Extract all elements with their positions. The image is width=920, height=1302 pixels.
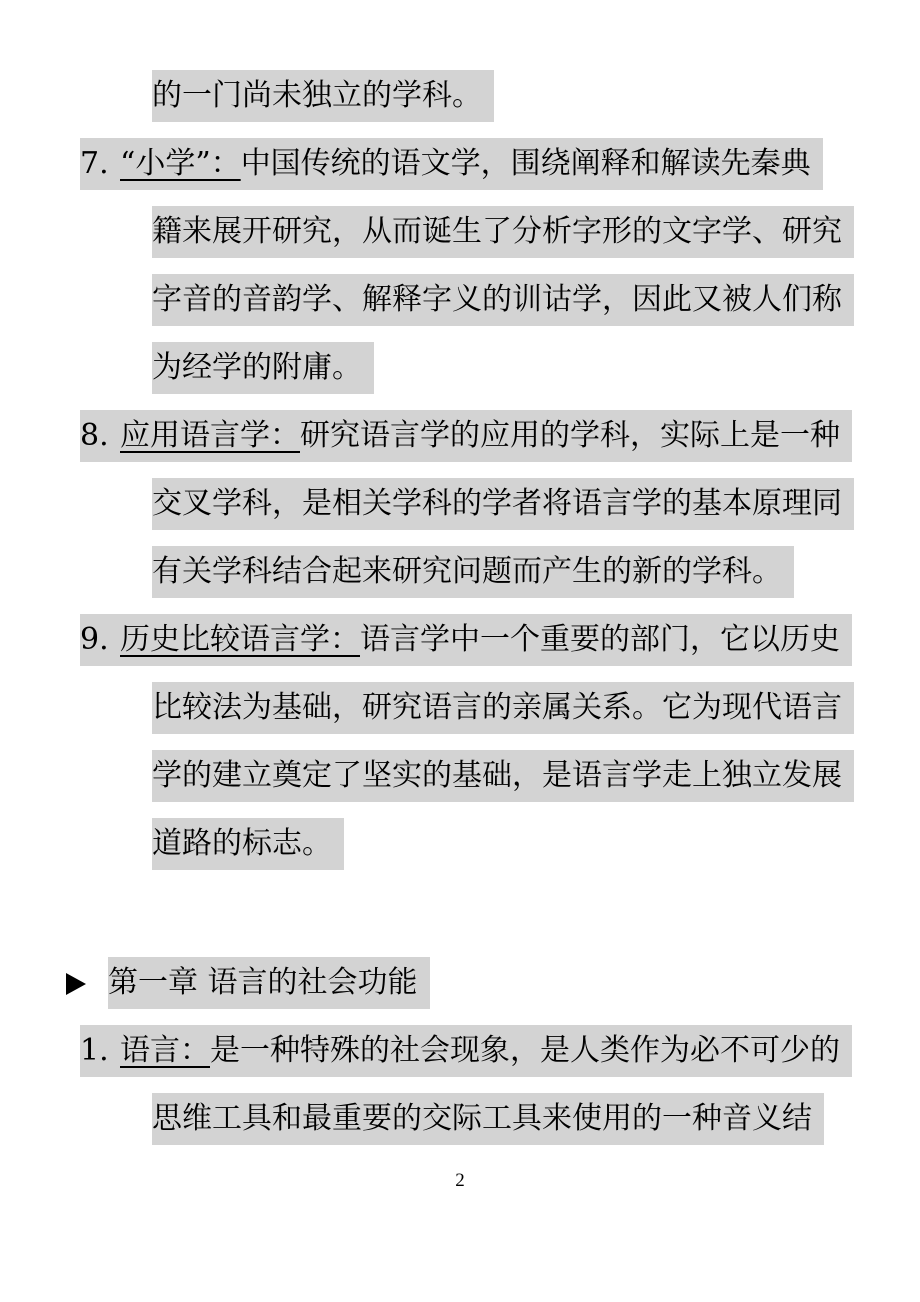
arrow-bullet-icon (66, 973, 86, 995)
item-number: 8. (80, 418, 109, 453)
definition-text: 为经学的附庸。 (152, 342, 374, 394)
definition-text: 思维工具和最重要的交际工具来使用的一种音义结 (152, 1093, 824, 1145)
definition-text: 交叉学科，是相关学科的学者将语言学的基本原理同 (152, 478, 854, 530)
chapter-heading (58, 957, 430, 1009)
definition-item-9 (80, 614, 852, 666)
defined-term: 应用语言学： (120, 418, 300, 453)
definition-text: 中国传统的语文学，围绕阐释和解读先秦典 (240, 146, 811, 181)
chapter-title: 第一章 语言的社会功能 (108, 957, 430, 1009)
definition-text: 研究语言学的应用的学科，实际上是一种 (300, 418, 840, 453)
continuation-line (152, 70, 494, 122)
item-number: 1. (80, 1033, 109, 1068)
definition-line (152, 546, 794, 598)
defined-term: 语言： (120, 1033, 210, 1068)
definition-text: 籍来展开研究，从而诞生了分析字形的文字学、研究 (152, 206, 854, 258)
definition-line (152, 818, 344, 870)
definition-line (152, 478, 854, 530)
definition-line (152, 1093, 824, 1145)
page-number: 2 (455, 1170, 465, 1191)
definition-item-7 (80, 138, 823, 190)
definition-line (152, 750, 854, 802)
definition-text: 比较法为基础，研究语言的亲属关系。它为现代语言 (152, 682, 854, 734)
definition-item-8 (80, 410, 852, 462)
defined-term: “小学”： (120, 146, 241, 181)
definition-line (152, 682, 854, 734)
item-number: 9. (80, 622, 109, 657)
definition-text: 语言学中一个重要的部门，它以历史 (360, 622, 840, 657)
definition-line (152, 342, 374, 394)
definition-text: 学的建立奠定了坚实的基础，是语言学走上独立发展 (152, 750, 854, 802)
definition-item-1 (80, 1025, 852, 1077)
definition-line (152, 274, 854, 326)
defined-term: 历史比较语言学： (120, 622, 360, 657)
definition-text: 字音的音韵学、解释字义的训诂学，因此又被人们称 (152, 274, 854, 326)
definition-line (152, 206, 854, 258)
definition-text: 有关学科结合起来研究问题而产生的新的学科。 (152, 546, 794, 598)
definition-text: 道路的标志。 (152, 818, 344, 870)
definition-text: 是一种特殊的社会现象，是人类作为必不可少的 (210, 1033, 840, 1068)
paragraph-text: 的一门尚未独立的学科。 (152, 70, 494, 122)
item-number: 7. (80, 146, 109, 181)
